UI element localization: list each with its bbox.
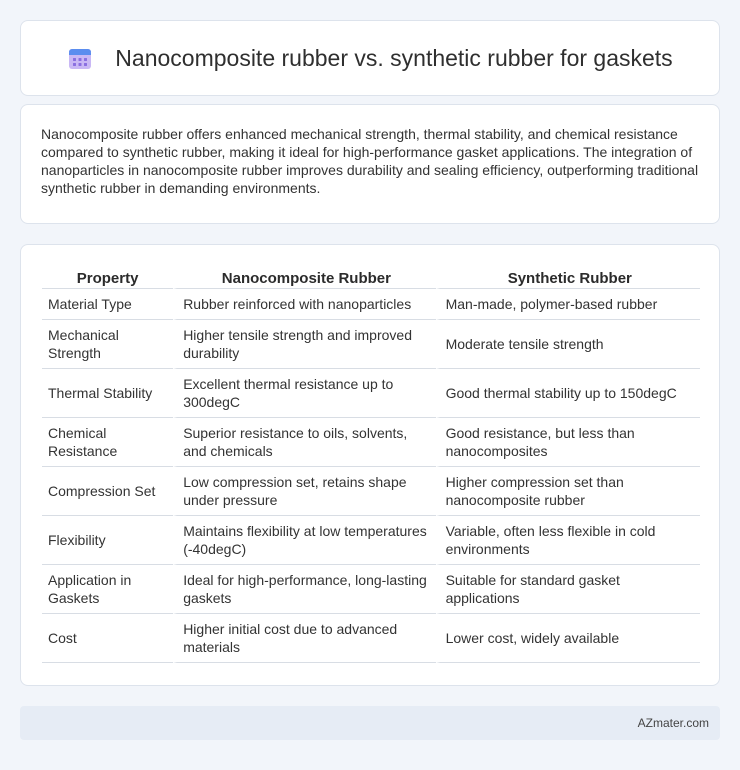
cell-synthetic: Variable, often less flexible in cold environments (436, 516, 700, 565)
header-synthetic: Synthetic Rubber (436, 265, 700, 289)
cell-nanocomposite: Higher initial cost due to advanced materials (173, 614, 435, 663)
comparison-table (42, 265, 700, 663)
cell-synthetic: Moderate tensile strength (436, 320, 700, 369)
table-row (42, 565, 700, 614)
header-property: Property (42, 265, 173, 289)
comparison-table-card (20, 244, 720, 686)
table-row (42, 614, 700, 663)
table-row (42, 467, 700, 516)
intro-paragraph: Nanocomposite rubber offers enhanced mechanical strength, thermal stability, and chemical resistance compared to synthetic rubber, making it ideal for high-performance gasket applications. The integration of nanoparticles in nanocomposite rubber improves durability and sealing efficiency, outperforming traditional synthetic rubber in demanding environments. (41, 126, 699, 196)
table-row (42, 369, 700, 418)
cell-property: Application in Gaskets (42, 565, 173, 614)
intro-card (20, 104, 720, 224)
cell-nanocomposite: Rubber reinforced with nanoparticles (173, 289, 435, 320)
page-title: Nanocomposite rubber vs. synthetic rubber for gaskets (115, 44, 673, 71)
cell-synthetic: Higher compression set than nanocomposite rubber (436, 467, 700, 516)
table-row (42, 289, 700, 320)
footer (20, 706, 720, 740)
cell-nanocomposite: Superior resistance to oils, solvents, and chemicals (173, 418, 435, 467)
cell-nanocomposite: Higher tensile strength and improved durability (173, 320, 435, 369)
cell-synthetic: Good thermal stability up to 150degC (436, 369, 700, 418)
cell-synthetic: Lower cost, widely available (436, 614, 700, 663)
table-header-row (42, 265, 700, 289)
cell-nanocomposite: Excellent thermal resistance up to 300degC (173, 369, 435, 418)
calendar-icon (67, 45, 93, 71)
cell-property: Chemical Resistance (42, 418, 173, 467)
cell-property: Mechanical Strength (42, 320, 173, 369)
cell-nanocomposite: Maintains flexibility at low temperatures (-40degC) (173, 516, 435, 565)
cell-synthetic: Suitable for standard gasket applications (436, 565, 700, 614)
cell-nanocomposite: Low compression set, retains shape under pressure (173, 467, 435, 516)
cell-property: Cost (42, 614, 173, 663)
cell-synthetic: Good resistance, but less than nanocomposites (436, 418, 700, 467)
cell-property: Flexibility (42, 516, 173, 565)
table-row (42, 320, 700, 369)
footer-brand[interactable]: AZmater.com (637, 716, 709, 730)
cell-synthetic: Man-made, polymer-based rubber (436, 289, 700, 320)
cell-nanocomposite: Ideal for high-performance, long-lasting gaskets (173, 565, 435, 614)
title-card (20, 20, 720, 96)
cell-property: Thermal Stability (42, 369, 173, 418)
cell-property: Compression Set (42, 467, 173, 516)
table-row (42, 418, 700, 467)
table-row (42, 516, 700, 565)
cell-property: Material Type (42, 289, 173, 320)
header-nanocomposite: Nanocomposite Rubber (173, 265, 435, 289)
